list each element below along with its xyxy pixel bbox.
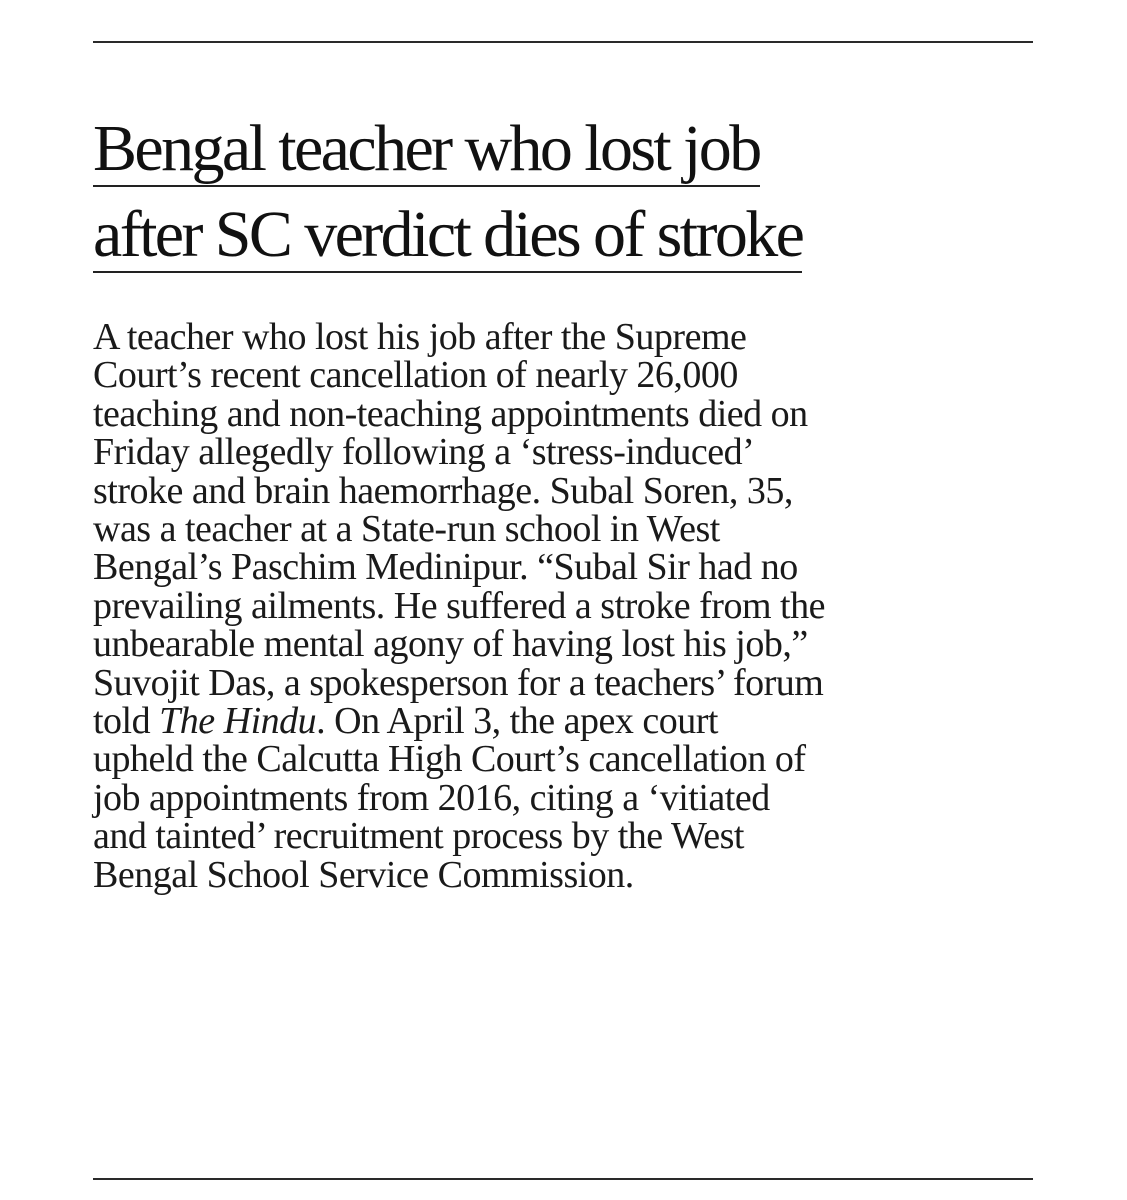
body-line: Bengal School Service Commission. bbox=[93, 853, 634, 896]
body-line: was a teacher at a State-run school in West bbox=[93, 508, 720, 551]
body-line: and tainted’ recruitment process by the West bbox=[93, 815, 744, 858]
article-body bbox=[93, 318, 1033, 894]
body-line: Friday allegedly following a ‘stress-induced’ bbox=[93, 431, 755, 474]
body-line: teaching and non-teaching appointments died on bbox=[93, 392, 808, 435]
article-headline bbox=[93, 106, 802, 278]
body-line: prevailing ailments. He suffered a stroke from the bbox=[93, 584, 825, 627]
body-line: Bengal’s Paschim Medinipur. “Subal Sir had no bbox=[93, 546, 798, 589]
body-line-suffix: . On April 3, the apex court bbox=[316, 700, 718, 743]
body-line: A teacher who lost his job after the Supreme bbox=[93, 316, 747, 358]
body-line-prefix: told bbox=[93, 700, 160, 743]
body-line: Suvojit Das, a spokesperson for a teachers’ forum bbox=[93, 661, 824, 704]
top-divider bbox=[93, 41, 1033, 43]
body-line: stroke and brain haemorrhage. Subal Soren, 35, bbox=[93, 469, 793, 512]
headline-line-1: Bengal teacher who lost job bbox=[93, 112, 760, 185]
bottom-divider bbox=[93, 1178, 1033, 1180]
headline-line-2: after SC verdict dies of stroke bbox=[93, 198, 803, 271]
body-line: upheld the Calcutta High Court’s cancellation of bbox=[93, 738, 806, 781]
body-line-with-publication bbox=[93, 700, 1033, 743]
body-line: unbearable mental agony of having lost his job,” bbox=[93, 623, 808, 666]
publication-name: The Hindu bbox=[159, 700, 317, 743]
body-line: Court’s recent cancellation of nearly 26,000 bbox=[93, 354, 738, 397]
body-line: job appointments from 2016, citing a ‘vitiated bbox=[93, 776, 770, 819]
